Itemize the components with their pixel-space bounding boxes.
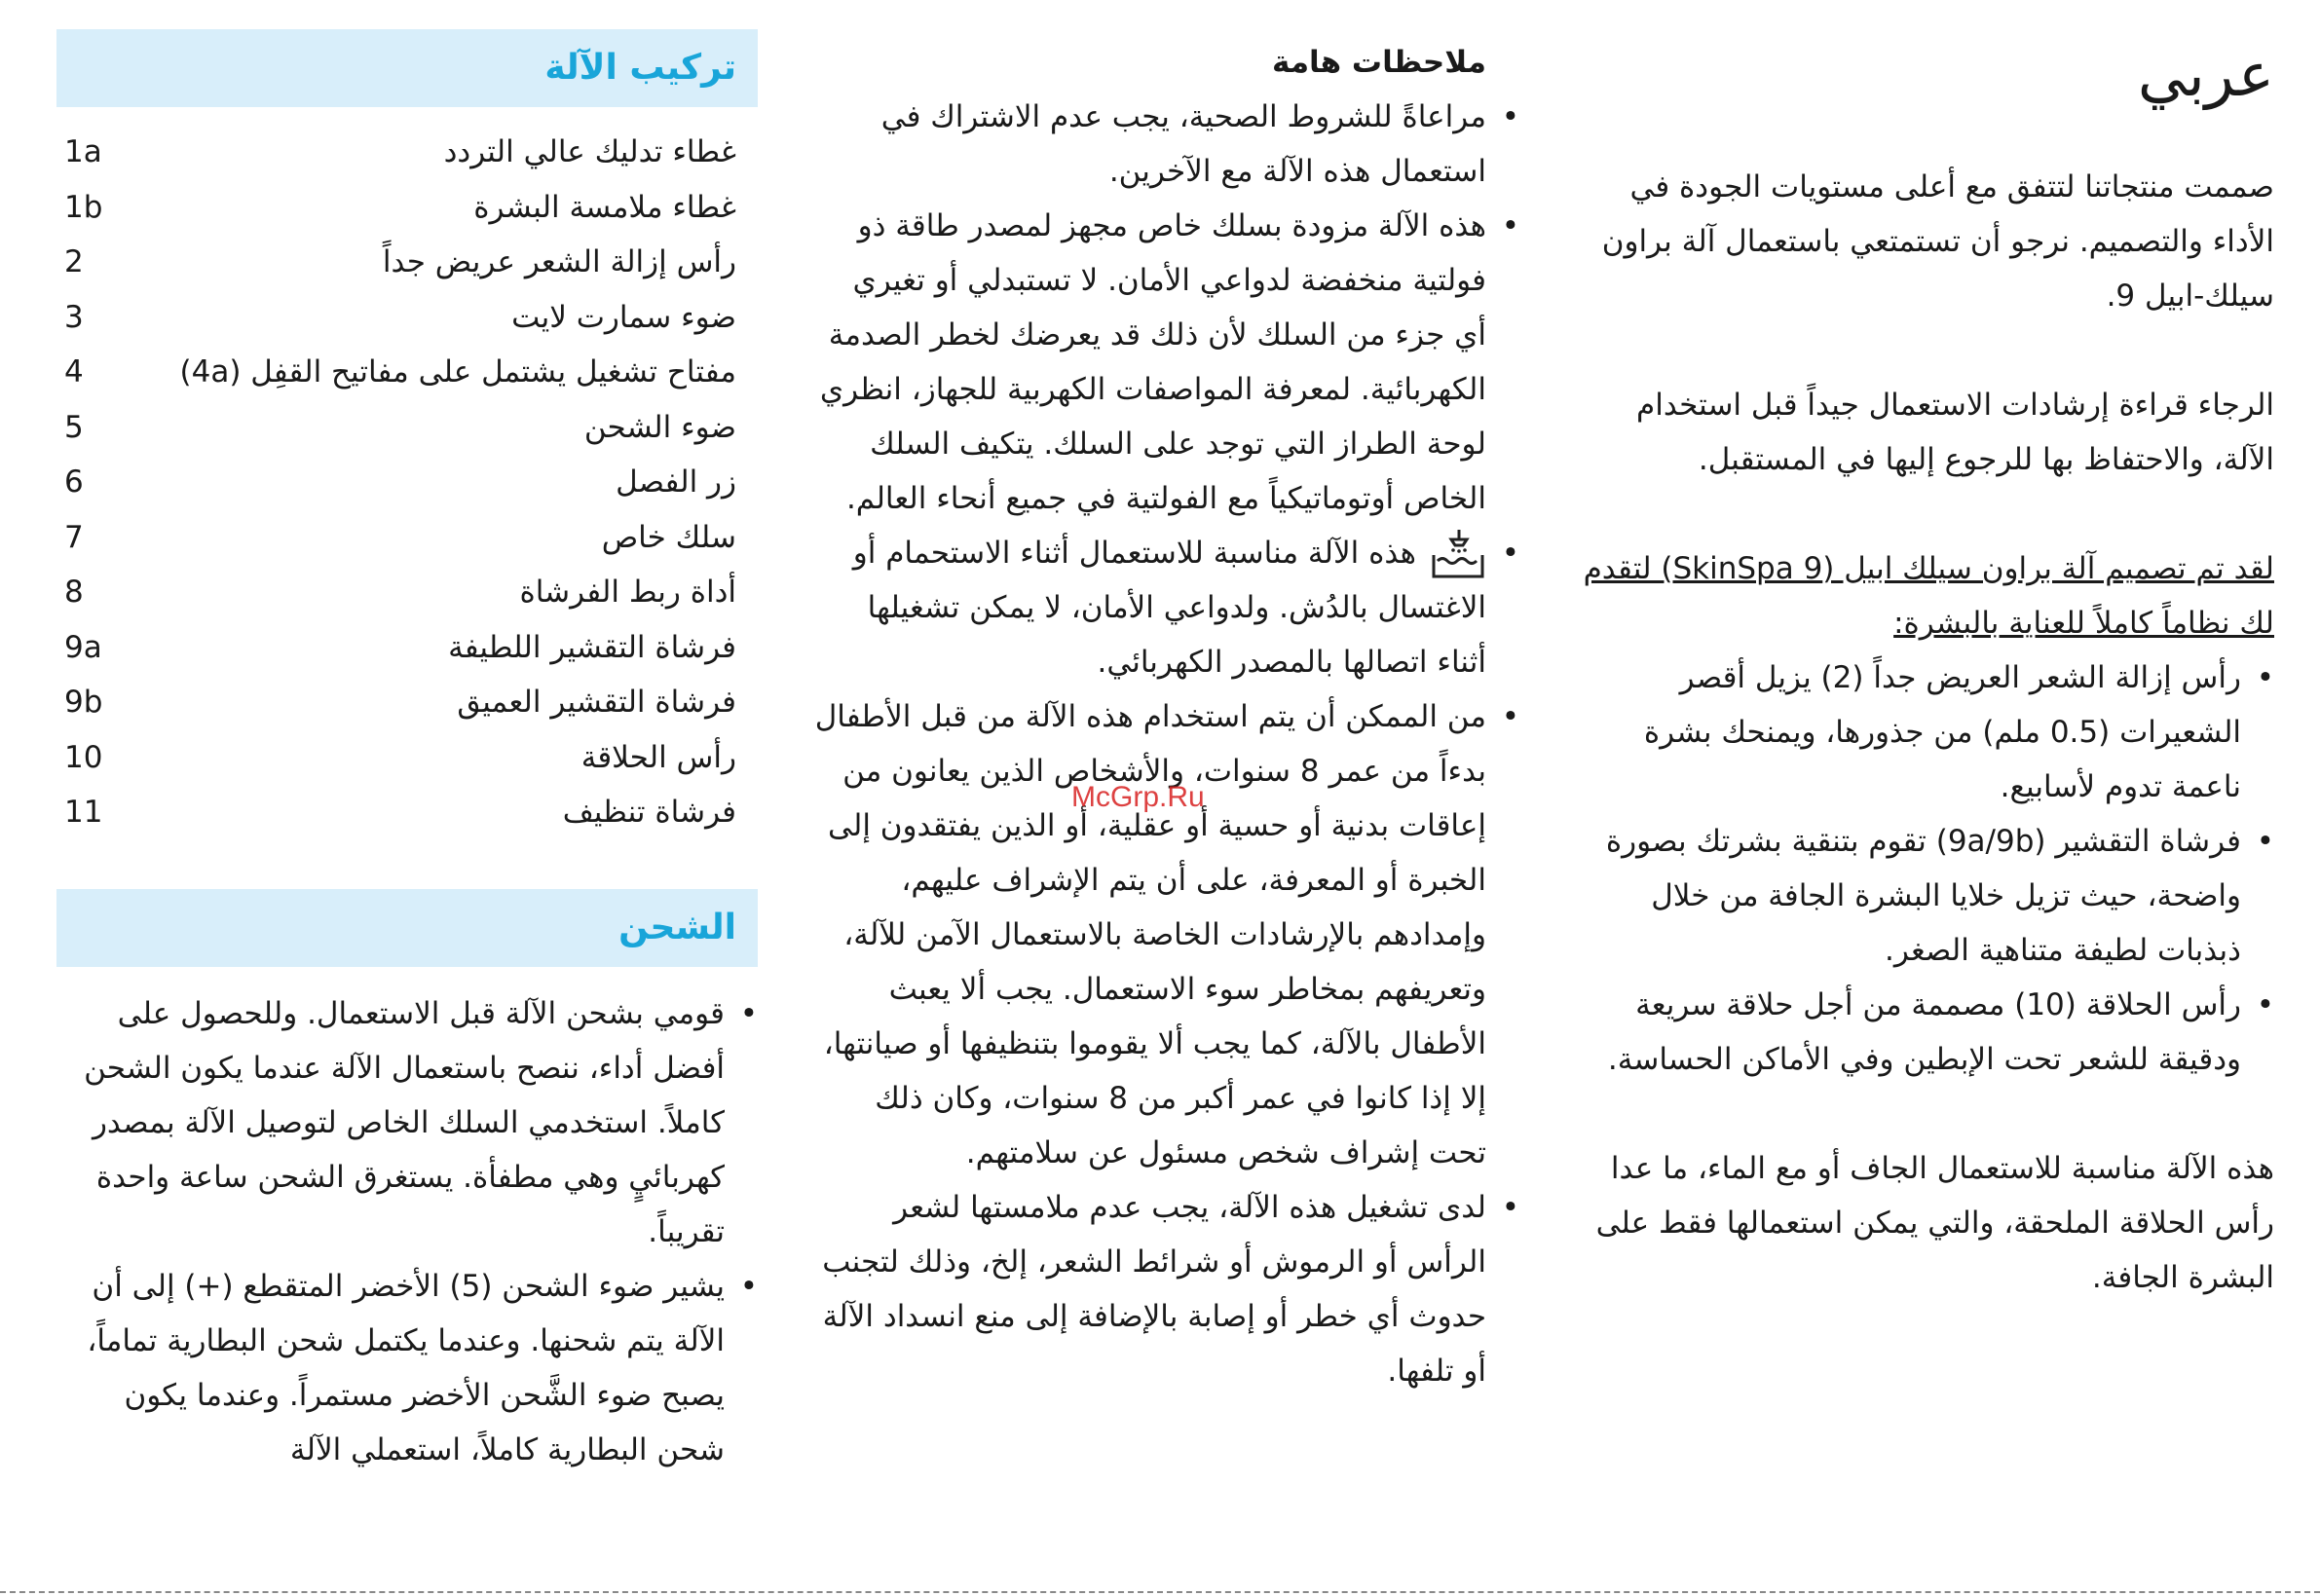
note-item: • هذه الآلة مزودة بسلك خاص مجهز لمصدر طاقة ذو فولتية منخفضة لدواعي الأمان. لا تستبدلي أو تغيري أي جزء من السلك لأن ذلك قد يعرضك لخطر الصدمة الكهربائية. لمعرفة المواصفات الكهربية للجهاز، انظري لوحة الطراز التي توجد على السلك. يتكيف السلك الخاص أوتوماتيكياً مع الفولتية في جميع أنحاء العالم. (813, 199, 1519, 526)
part-row (56, 675, 758, 730)
note-item: • لدى تشغيل هذه الآلة، يجب عدم ملامستها لشعر الرأس أو الرموش أو شرائط الشعر، إلخ، وذلك لتجنب حدوث أي خطر أو إصابة بالإضافة إلى منع انسداد الآلة أو تلفها. (813, 1180, 1519, 1398)
part-row (56, 730, 758, 786)
part-name: غطاء ملامسة البشرة (473, 189, 736, 225)
feature-item: • فرشاة التقشير (9a/9b) تقوم بتنقية بشرتك بصورة واضحة، حيث تزيل خلايا البشرة الجافة من خلال ذبذبات لطيفة متناهية الصغر. (1573, 814, 2274, 978)
part-row (56, 345, 758, 400)
part-row (56, 180, 758, 236)
part-number: 5 (64, 409, 84, 445)
part-number: 7 (64, 519, 84, 555)
part-name: مفتاح تشغيل يشتمل على مفاتيح القفِل (4a) (179, 354, 736, 390)
shower-icon (1430, 526, 1486, 580)
intro-paragraph-4: هذه الآلة مناسبة للاستعمال الجاف أو مع الماء، ما عدا رأس الحلاقة الملحقة، والتي يمكن استعمالها فقط على البشرة الجافة. (1595, 1151, 2274, 1296)
part-name: ضوء الشحن (583, 409, 736, 445)
intro-paragraph-2: الرجاء قراءة إرشادات الاستعمال جيداً قبل استخدام الآلة، والاحتفاظ بها للرجوع إليها في المستقبل. (1636, 388, 2274, 478)
assembly-header: تركيب الآلة (56, 29, 758, 107)
part-name: رأس الحلاقة (580, 739, 736, 775)
part-row (56, 400, 758, 456)
part-row (56, 290, 758, 346)
part-number: 1a (64, 134, 102, 169)
part-number: 1b (64, 189, 103, 225)
intro-column (1573, 39, 2274, 1359)
part-number: 2 (64, 244, 84, 279)
part-name: سلك خاص (601, 519, 736, 555)
feature-item: • رأس الحلاقة (10) مصممة من أجل حلاقة سريعة ودقيقة للشعر تحت الإبطين وفي الأماكن الحساسة. (1573, 978, 2274, 1087)
part-row (56, 620, 758, 676)
part-row (56, 125, 758, 180)
part-row (56, 565, 758, 620)
charging-header: الشحن (56, 889, 758, 967)
intro-paragraph-3: لقد تم تصميم آلة براون سيلك ابيل (SkinSpa 9) لتقدم لك نظاماً كاملاً للعناية بالبشرة: (1583, 551, 2274, 642)
feature-item: • رأس إزالة الشعر العريض جداً (2) يزيل أقصر الشعيرات (0.5 ملم) من جذورها، ويمنحك بشرة ناعمة تدوم لأسابيع. (1573, 650, 2274, 814)
intro-paragraph-1: صممت منتجاتنا لتتفق مع أعلى مستويات الجودة في الأداء والتصميم. نرجو أن تستمتعي باستعمال آلة براون سيلك-ابيل 9. (1601, 169, 2274, 315)
page-bottom-rule (0, 1591, 2320, 1593)
part-number: 4 (64, 354, 84, 390)
part-name: رأس إزالة الشعر عريض جداً (382, 244, 736, 279)
note-item: • مراعاةً للشروط الصحية، يجب عدم الاشتراك في استعمال هذه الآلة مع الآخرين. (813, 90, 1519, 199)
part-number: 6 (64, 464, 84, 500)
features-list (1573, 650, 2274, 1087)
part-row (56, 235, 758, 290)
part-name: فرشاة تنظيف (562, 795, 736, 830)
part-row (56, 785, 758, 840)
notes-title: ملاحظات هامة (1272, 45, 1486, 80)
part-number: 9b (64, 685, 103, 720)
part-name: ضوء سمارت لايت (511, 299, 736, 335)
part-name: فرشاة التقشير العميق (457, 685, 736, 720)
parts-list (56, 125, 758, 840)
part-row (56, 510, 758, 566)
language-title: عربي (2137, 39, 2274, 110)
part-number: 3 (64, 299, 84, 335)
part-name: غطاء تدليك عالي التردد (443, 134, 736, 169)
charging-item: • قومي بشحن الآلة قبل الاستعمال. وللحصول على أفضل أداء، ننصح باستعمال الآلة عندما يكون الشحن كاملاً. استخدمي السلك الخاص لتوصيل الآلة بمصدر كهربائيٍ وهي مطفأة. يستغرق الشحن ساعة واحدة تقريباً. (56, 986, 758, 1259)
part-name: زر الفصل (616, 464, 736, 500)
watermark: McGrp.Ru (1071, 781, 1205, 813)
notes-column (813, 39, 1519, 1398)
note-item: • من الممكن أن يتم استخدام هذه الآلة من قبل الأطفال بدءاً من عمر 8 سنوات، والأشخاص الذين يعانون من إعاقات بدنية أو حسية أو عقلية، أو الذين يفتقدون إلى الخبرة أو المعرفة، على أن يتم الإشراف عليهم، وإمدادهم بالإرشادات الخاصة بالاستعمال الآمن للآلة، وتعريفهم بمخاطر سوء الاستعمال. يجب ألا يعبث الأطفال بالآلة، كما يجب ألا يقوموا بتنظيفها أو صيانتها، إلا إذا كانوا في عمر أكبر من 8 سنوات، وكان ذلك تحت إشراف شخص مسئول عن سلامتهم. (813, 689, 1519, 1180)
part-name: أداة ربط الفرشاة (519, 575, 736, 610)
charging-item: • يشير ضوء الشحن (5) الأخضر المتقطع (+) إلى أن الآلة يتم شحنها. وعندما يكتمل شحن البطارية تماماً، يصبح ضوء الشَّحن الأخضر مستمراً. وعندما يكون شحن البطارية كاملاً، استعملي الآلة (56, 1259, 758, 1477)
part-number: 9a (64, 629, 102, 665)
charging-list (56, 986, 758, 1477)
part-row (56, 455, 758, 510)
note-text: هذه الآلة مناسبة للاستعمال أثناء الاستحمام أو الاغتسال بالدُش. ولدواعي الأمان، لا يمكن تشغيلها أثناء اتصالها بالمصدر الكهربائي. (852, 536, 1486, 680)
part-name: فرشاة التقشير اللطيفة (448, 629, 736, 665)
part-number: 11 (64, 795, 103, 830)
assembly-column (56, 29, 758, 1477)
part-number: 8 (64, 575, 84, 610)
notes-list (813, 90, 1519, 1398)
part-number: 10 (64, 739, 103, 775)
note-item (813, 526, 1519, 689)
